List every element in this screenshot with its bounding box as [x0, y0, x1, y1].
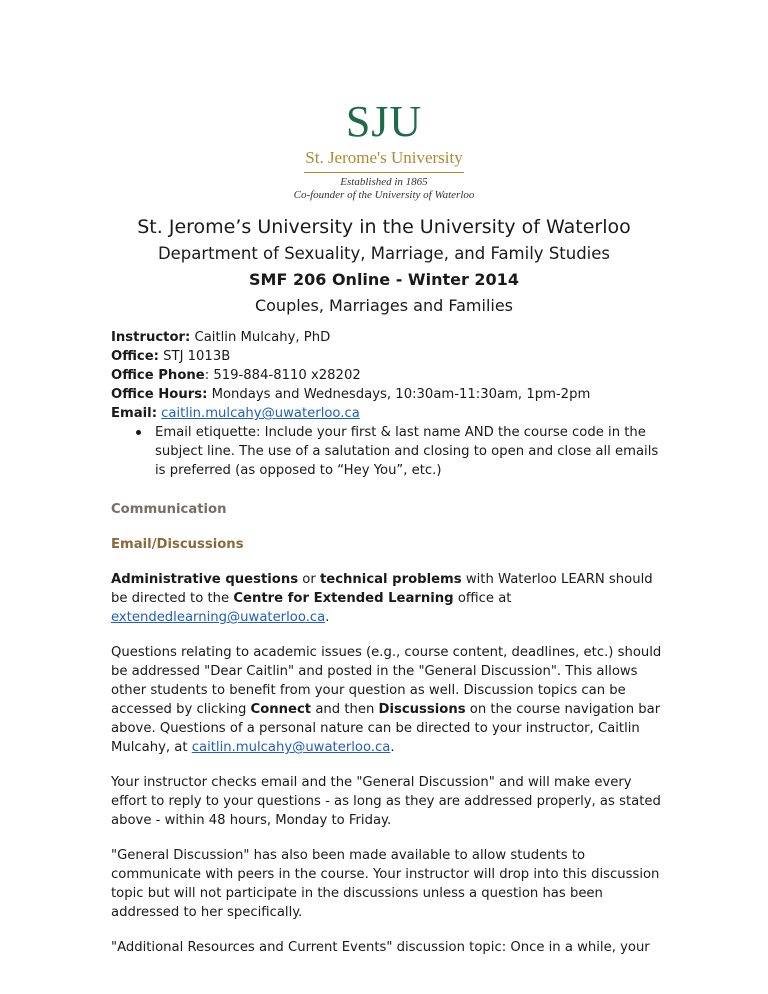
phone-line — [111, 366, 671, 385]
office-value: STJ 1013B — [158, 349, 231, 364]
instructor-label: Instructor: — [111, 330, 191, 345]
p2-text-3: on the course navigation bar above. Questions of a personal nature can be directed to your instructor, Caitlin Mulcahy, at — [111, 702, 661, 755]
admin-questions-text: Administrative questions — [111, 572, 299, 587]
email-discussions-heading: Email/Discussions — [111, 537, 244, 552]
phone-value: : 519-884-8110 x28202 — [204, 368, 361, 383]
office-hours-label: Office Hours: — [111, 387, 208, 402]
office-hours-line — [111, 385, 671, 404]
instructor-value: Caitlin Mulcahy, PhD — [190, 330, 331, 345]
university-title: St. Jerome’s University in the University of Waterloo — [137, 216, 631, 238]
office-hours-value: Mondays and Wednesdays, 10:30am-11:30am, 1pm-2pm — [207, 387, 591, 402]
p2-text-4: . — [390, 740, 395, 755]
extended-learning-email-link[interactable]: extendedlearning@uwaterloo.ca — [111, 610, 326, 625]
logo-established: Established in 1865 — [340, 176, 428, 188]
discussions-text: Discussions — [378, 702, 466, 717]
p2-text-1: Questions relating to academic issues (e.g., course content, deadlines, etc.) should be addressed "Dear Caitlin" and posted in the "General Discussion". This allows other students to benefit from your question as well. Discussion topics can be accessed by clicking — [111, 645, 662, 717]
etiquette-list — [111, 423, 671, 480]
logo-divider — [304, 172, 464, 173]
department-title: Department of Sexuality, Marriage, and Family Studies — [157, 244, 611, 263]
logo-mark: SJU — [345, 97, 423, 146]
p1-text-1: or — [298, 572, 320, 587]
course-code: SMF 206 Online - Winter 2014 — [249, 270, 519, 289]
p2-text-2: and then — [311, 702, 379, 717]
instructor-line — [111, 328, 671, 347]
p1-text-2: with Waterloo LEARN should be directed to the — [111, 572, 653, 606]
logo-cofounder: Co-founder of the University of Waterloo — [293, 189, 475, 201]
paragraph-admin — [111, 570, 671, 627]
technical-problems-text: technical problems — [319, 572, 462, 587]
phone-label: Office Phone — [111, 368, 205, 383]
paragraph-general-discussion: "General Discussion" has also been made available to allow students to communicate with peers in the course. Your instructor will drop into this discussion topic but will not participate in the discussions unless a question has been addressed to her specifically. — [111, 848, 660, 920]
sju-logo — [268, 96, 500, 206]
cel-text: Centre for Extended Learning — [233, 591, 454, 606]
office-label: Office: — [111, 349, 159, 364]
syllabus-body — [111, 328, 671, 957]
course-title: Couples, Marriages and Families — [254, 296, 514, 315]
logo-name: St. Jerome's University — [305, 148, 463, 167]
instructor-email-link-2[interactable]: caitlin.mulcahy@uwaterloo.ca — [191, 740, 391, 755]
paragraph-response-time: Your instructor checks email and the "General Discussion" and will make every effort to reply to your questions - as long as they are addressed properly, as stated above - within 48 hours, Monday to Friday. — [111, 775, 661, 828]
office-line — [111, 347, 671, 366]
paragraph-additional-resources: "Additional Resources and Current Events" discussion topic: Once in a while, your — [111, 940, 650, 955]
p1-text-4: . — [325, 610, 330, 625]
etiquette-item: Email etiquette: Include your first & last name AND the course code in the subject line. The use of a salutation and closing to open and close all emails is preferred (as opposed to “Hey You”, etc.) — [155, 423, 671, 480]
email-label: Email: — [111, 406, 157, 421]
instructor-email-link[interactable]: caitlin.mulcahy@uwaterloo.ca — [161, 406, 360, 421]
p1-text-3: office at — [453, 591, 512, 606]
paragraph-academic — [111, 643, 671, 757]
email-line — [111, 404, 671, 423]
connect-text: Connect — [250, 702, 312, 717]
communication-heading: Communication — [111, 502, 227, 517]
